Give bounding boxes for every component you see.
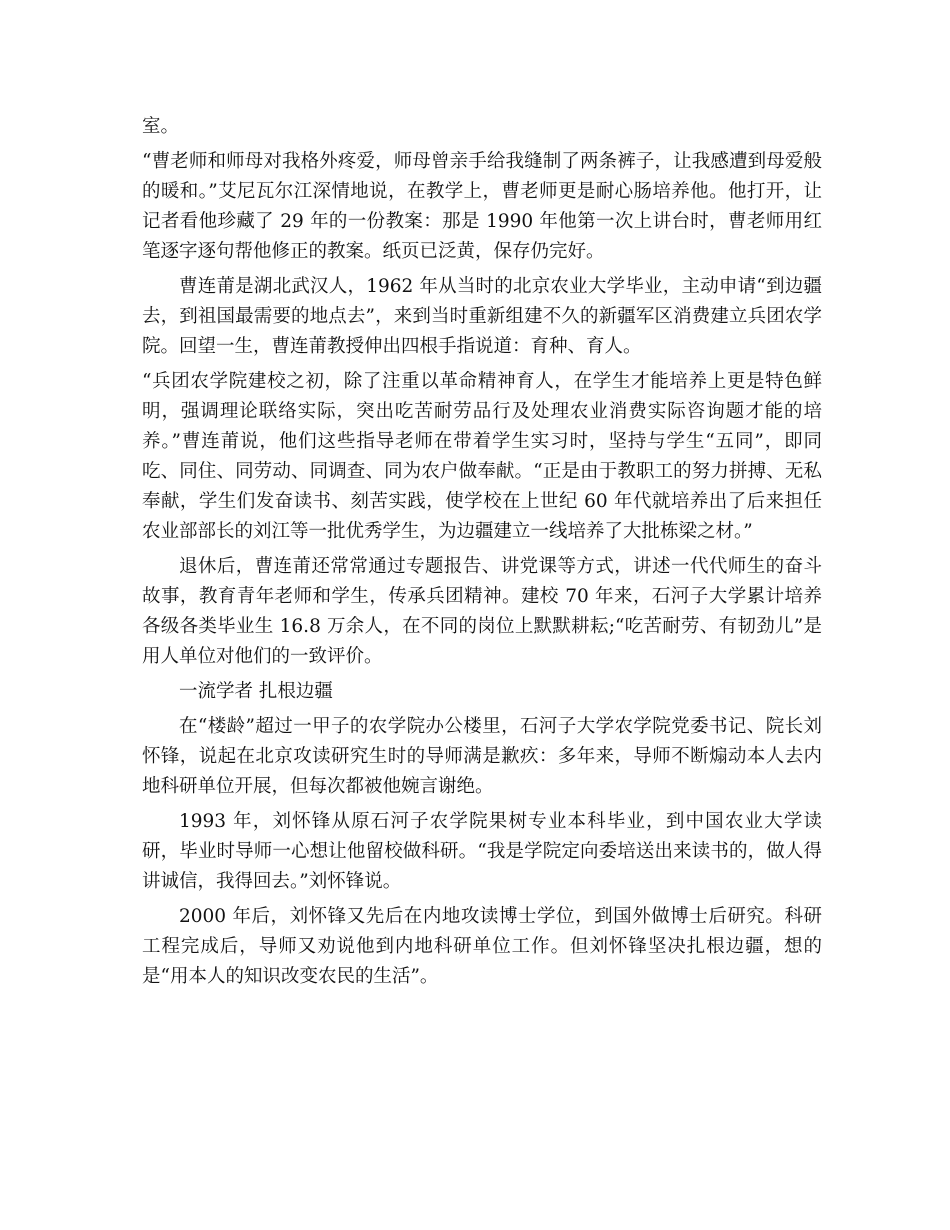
section-heading: 一流学者 扎根边疆 [179, 681, 333, 702]
paragraph-quote-teacher: “曹老师和师母对我格外疼爱，师母曾亲手给我缝制了两条裤子，让我感遭到母爱般的暖和。”艾尼瓦尔江深情地说，在教学上，曹老师更是耐心肠培养他。他打开，让记者看他珍藏了 29 年的一份教案：那是 1990 年他第一次上讲台时，曹老师用红笔逐字逐句帮他修正的教案。纸页已泛黄，保存仍完好。 [142, 151, 822, 262]
paragraph-cao-background: 曹连莆是湖北武汉人，1962 年从当时的北京农业大学毕业，主动申请“到边疆去，到祖国最需要的地点去”，来到当时重新组建不久的新疆军区消费建立兵团农学院。回望一生，曹连莆教授伸出四根手指说道：育种、育人。 [142, 276, 822, 357]
paragraph-liu-2000: 2000 年后，刘怀锋又先后在内地攻读博士学位，到国外做博士后研究。科研工程完成后，导师又劝说他到内地科研单位工作。但刘怀锋坚决扎根边疆，想的是“用本人的知识改变农民的生活”。 [142, 906, 822, 987]
paragraph-liu-office: 在“楼龄”超过一甲子的农学院办公楼里，石河子大学农学院党委书记、院长刘怀锋，说起在北京攻读研究生时的导师满是歉疚：多年来，导师不断煽动本人去内地科研单位开展，但每次都被他婉言谢绝。 [142, 716, 822, 797]
paragraph-continuation: 室。 [142, 116, 180, 137]
paragraph-college-founding: “兵团农学院建校之初，除了注重以革命精神育人，在学生才能培养上更是特色鲜明，强调理论联络实际，突出吃苦耐劳品行及处理农业消费实际咨询题才能的培养。”曹连莆说，他们这些指导老师在带着学生实习时，坚持与学生“五同”，即同吃、同住、同劳动、同调查、同为农户做奉献。“正是由于教职工的努力拼搏、无私奉献，学生们发奋读书、刻苦实践，使学校在上世纪 60 年代就培养出了后来担任农业部部长的刘江等一批优秀学生，为边疆建立一线培养了大批栋梁之材。” [142, 371, 822, 542]
paragraph-retirement: 退休后，曹连莆还常常通过专题报告、讲党课等方式，讲述一代代师生的奋斗故事，教育青年老师和学生，传承兵团精神。建校 70 年来，石河子大学累计培养各级各类毕业生 16.8 万余人，在不同的岗位上默默耕耘;“吃苦耐劳、有韧劲儿”是用人单位对他们的一致评价。 [142, 556, 822, 667]
paragraph-liu-1993: 1993 年，刘怀锋从原石河子农学院果树专业本科毕业，到中国农业大学读研，毕业时导师一心想让他留校做科研。“我是学院定向委培送出来读书的，做人得讲诚信，我得回去。”刘怀锋说。 [142, 811, 822, 892]
article-body [142, 112, 822, 997]
